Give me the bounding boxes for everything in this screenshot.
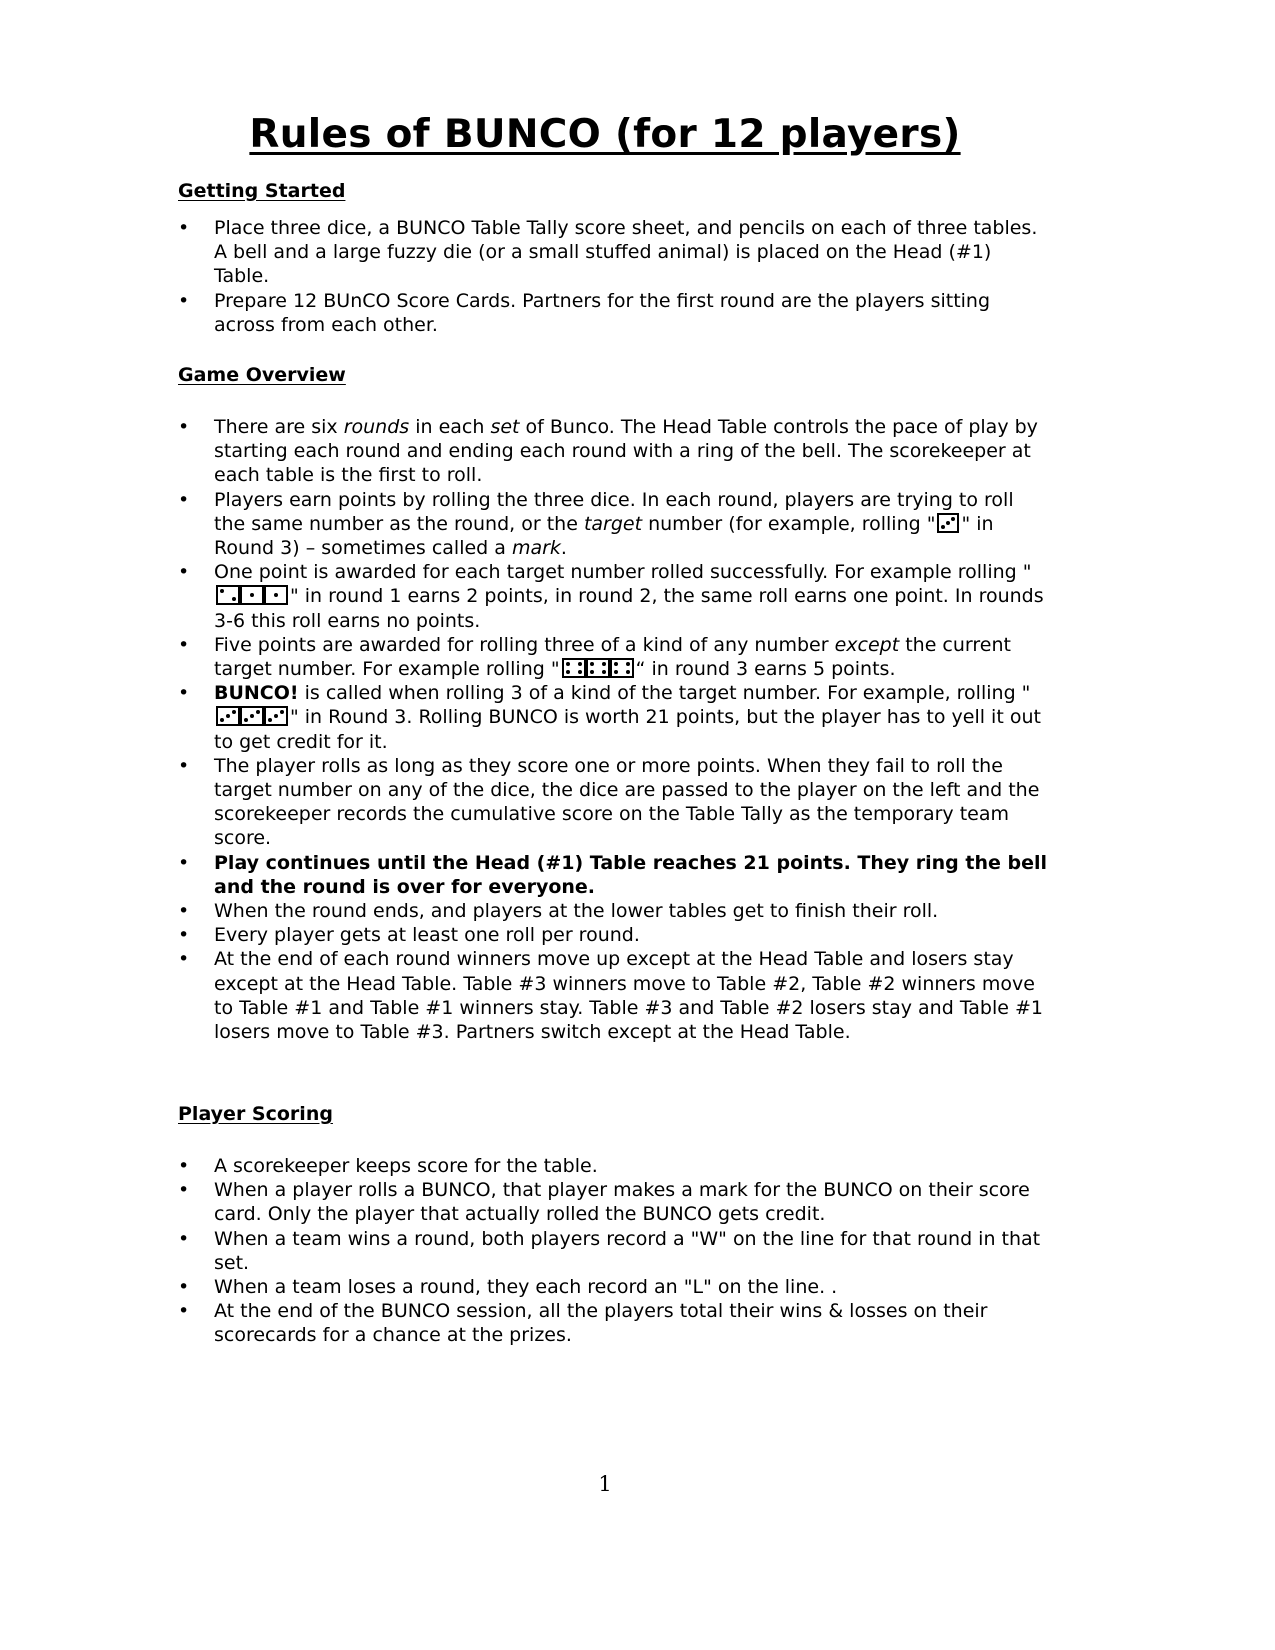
list-item: • There are six rounds in each set of Bunco. The Head Table controls the pace of play by starting each round and ending each round with a ring of the bell. The scorekeeper at each table is the first to roll. (178, 415, 1048, 488)
list-item: • Place three dice, a BUNCO Table Tally score sheet, and pencils on each of three tables. A bell and a large fuzzy die (or a small stuffed animal) is placed on the Head (#1) Table. (178, 216, 1048, 289)
list-item: • When the round ends, and players at the lower tables get to finish their roll. (178, 899, 1048, 923)
dice-roll-two-one-one-icon (216, 585, 288, 605)
game-overview-list (178, 415, 1048, 1044)
getting-started-list (178, 216, 1048, 337)
list-item: • Prepare 12 BUnCO Score Cards. Partners for the first round are the players sitting across from each other. (178, 289, 1048, 337)
dice-roll-three-fours-icon (562, 658, 634, 678)
section-heading-player-scoring: Player Scoring (178, 1103, 333, 1125)
page-number: 1 (598, 1472, 612, 1496)
list-item: • When a player rolls a BUNCO, that player makes a mark for the BUNCO on their score card. Only the player that actually rolled the BUNCO gets credit. (178, 1178, 1048, 1226)
list-item: • Five points are awarded for rolling three of a kind of any number except the current target number. For example rolling " “ in round 3 earns 5 points. (178, 633, 1048, 681)
list-item: • Play continues until the Head (#1) Table reaches 21 points. They ring the bell and the round is over for everyone. (178, 851, 1048, 899)
list-item: • Players earn points by rolling the three dice. In each round, players are trying to roll the same number as the round, or the target number (for example, rolling " " in Round 3) – sometimes called a mark. (178, 488, 1048, 561)
dice-roll-three-threes-icon (216, 706, 288, 726)
list-item: • When a team wins a round, both players record a "W" on the line for that round in that set. (178, 1227, 1048, 1275)
list-item: • One point is awarded for each target number rolled successfully. For example rolling " " in round 1 earns 2 points, in round 2, the same roll earns one point. In rounds 3-6 this roll earns no points. (178, 560, 1048, 633)
section-heading-getting-started: Getting Started (178, 180, 346, 202)
list-item: • BUNCO! is called when rolling 3 of a kind of the target number. For example, rolling " " in Round 3. Rolling BUNCO is worth 21 points, but the player has to yell it out to get credit for it. (178, 681, 1048, 754)
list-item: • At the end of each round winners move up except at the Head Table and losers stay except at the Head Table. Table #3 winners move to Table #2, Table #2 winners move to Table #1 and Table #1 winners stay. Table #3 and Table #2 losers stay and Table #1 losers move to Table #3. Partners switch except at the Head Table. (178, 947, 1048, 1044)
die-three-icon (937, 513, 959, 533)
list-item: • A scorekeeper keeps score for the table. (178, 1154, 1048, 1178)
list-item: • When a team loses a round, they each record an "L" on the line. . (178, 1275, 1048, 1299)
list-item: • The player rolls as long as they score one or more points. When they fail to roll the target number on any of the dice, the dice are passed to the player on the left and the scorekeeper records the cumulative score on the Table Tally as the temporary team score. (178, 754, 1048, 851)
list-item: • At the end of the BUNCO session, all the players total their wins & losses on their scorecards for a chance at the prizes. (178, 1299, 1048, 1347)
document-title: Rules of BUNCO (for 12 players) (249, 112, 961, 157)
player-scoring-list (178, 1154, 1048, 1348)
section-heading-game-overview: Game Overview (178, 364, 346, 386)
list-item: • Every player gets at least one roll per round. (178, 923, 1048, 947)
